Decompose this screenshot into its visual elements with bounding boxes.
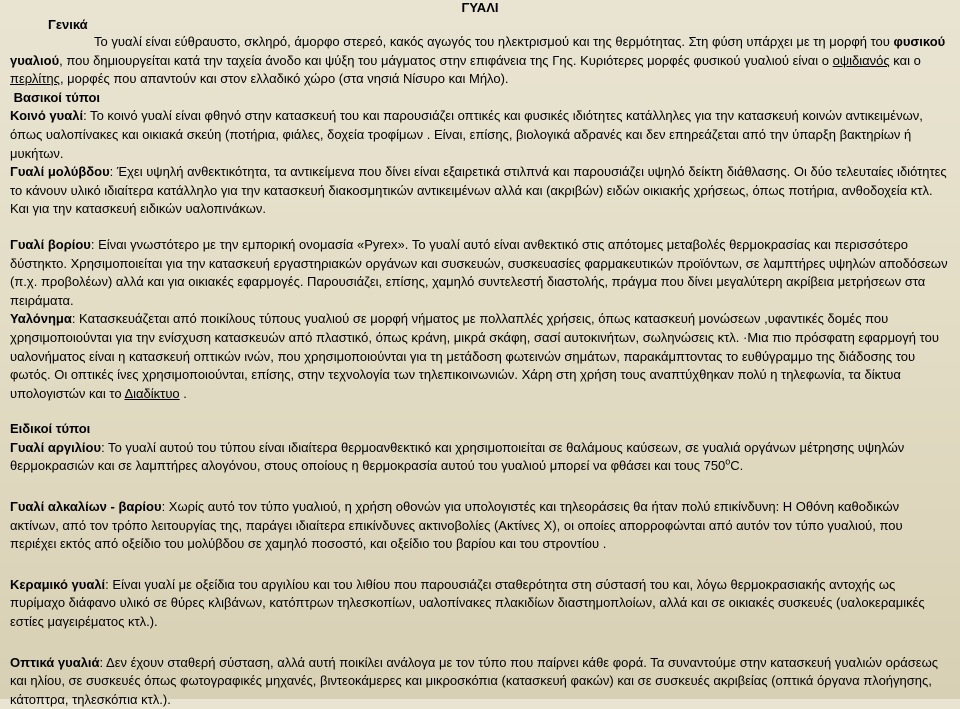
ceramic-glass-paragraph: Κεραμικό γυαλί: Είναι γυαλί με οξείδια του αργιλίου και του λιθίου που παρουσιάζει σταθερότητα στη σύστασή του και, λόγω θερμοκρασιακής αντοχής ως πυρίμαχο διάφανο υλικό σε θύρες κλιβάνων, κατόπτρων τηλεσκοπίων, υαλοπίνακες πλακιδίων διαστημοπλοίων, αλλά και σε οικιακές συσκευές (υαλοκεραμικές εστίες μαγειρέματος κτλ.). (10, 576, 925, 630)
internet-link[interactable]: Διαδίκτυο (124, 385, 180, 401)
boron-glass-paragraph: Γυαλί βορίου: Είναι γνωστότερο με την εμπορική ονομασία «Pyrex». Το γυαλί αυτό είναι ανθεκτικό στις απότομες μεταβολές θερμοκρασίας και περισσότερο δύστηκτο. Χρησιμοποιείται για την κατασκευή εργαστηριακών οργάνων και συσκευών, συσκευασίες φαρμακευτικών προϊόντων, σε λαμπτήρες υψηλών αποδόσεων (π.χ. προβολέων) αλλά και για οικιακές εφαρμογές. Παρουσιάζει, επίσης, χαμηλό συντελεστή διαστολής, πράγμα που δίνει μεγαλύτερη ακρίβεια μετρήσεων στα πειράματα. (10, 236, 948, 308)
ceramic-glass-label: Κεραμικό γυαλί (10, 576, 106, 592)
glass-fiber-paragraph: Υαλόνημα: Κατασκευάζεται από ποικίλους τύπους γυαλιού σε μορφή νήματος με πολλαπλές χρήσεις, όπως κατασκευή μονώσεων ,υφαντικές δομές που χρησιμοποιούνται για την ενίσχυση κατασκευών από πλαστικό, όπως κράνη, μικρά σκάφη, σασί αυτοκινήτων, σωληνώσεις κτλ. ·Μια πιο πρόσφατη εφαρμογή του υαλονήματος είναι η κατασκευή οπτικών ινών, που χρησιμοποιούνται για τη μετάδοση φωτεινών σημάτων, παρακάμπτοντας το ευθύγραμμο της διάδοσης του φωτός. Οι οπτικές ίνες χρησιμοποιούνται, επίσης, στην τεχνολογία των τηλεπικοινωνιών. Χάρη στη χρήση τους αναπτύχθηκαν πολύ η τηλεφωνία, τα δίκτυα υπολογιστών και το Διαδίκτυο . (10, 311, 939, 401)
document-title: ΓΥΑΛΙ (461, 0, 499, 15)
common-glass-paragraph: Κοινό γυαλί: Το κοινό γυαλί είναι φθηνό στην κατασκευή του και παρουσιάζει οπτικές και φυσικές ιδιότητες κατάλληλες για την κατασκευή κοινών αντικειμένων, όπως υαλοπίνακες και οικιακά σκεύη (ποτήρια, φιάλες, δοχεία τροφίμων . Είναι, επίσης, βιολογικά αδρανές και δεν επηρεάζεται από την ύπαρξη βακτηρίων ή μυκήτων. (10, 108, 923, 161)
general-paragraph: Το γυαλί είναι εύθραυστο, σκληρό, άμορφο στερεό, κακός αγωγός του ηλεκτρισμού και της θερμότητας. Στη φύση υπάρχει με τη μορφή του φυσικού γυαλιού, που δημιουργείται κατά την ταχεία άνοδο και ψύξη του μάγματος στην επιφάνεια της Γης. Κυριότερες μορφές φυσικού γυαλιού είναι ο οψιδιανός και ο περλίτης, μορφές που απαντούν και στον ελλαδικό χώρο (στα νησιά Νίσυρο και Μήλο). (10, 34, 946, 87)
lead-glass-label: Γυαλί μολύβδου (10, 164, 110, 180)
lead-glass-paragraph: Γυαλί μολύβδου: Έχει υψηλή ανθεκτικότητα, τα αντικείμενα που δίνει είναι εξαιρετικά στιλπνά και παρουσιάζει υψηλό δείκτη διάθλασης. Οι δύο τελευταίες ιδιότητες το κάνουν υλικό ιδιαίτερα κατάλληλο για την κατασκευή διακοσμητικών αντικειμένων αλλά και (ακριβών) ειδών οικιακής χρήσεως, όπως ποτήρια, ανθοδοχεία κτλ. Και για την κατασκευή ειδικών υαλοπινάκων. (10, 164, 947, 217)
obsidian-link[interactable]: οψιδιανός (832, 52, 890, 68)
special-types-heading: Ειδικοί τύποι (10, 421, 91, 437)
perlite-link[interactable]: περλίτης (10, 71, 60, 87)
basic-types-heading: Βασικοί τύποι (13, 89, 101, 105)
boron-glass-label: Γυαλί βορίου (10, 236, 91, 252)
optical-glass-label: Οπτικά γυαλιά (10, 654, 100, 670)
aluminum-glass-paragraph: Γυαλί αργιλίου: Το γυαλί αυτού του τύπου είναι ιδιαίτερα θερμοανθεκτικό και χρησιμοποιείται σε θαλάμους καύσεων, σε γυαλιά οργάνων μέτρησης υψηλών θερμοκρασιών και σε λαμπτήρες αλογόνου, στους οποίους η θερμοκρασία αυτού του γυαλιού μπορεί να φθάσει και τους $750^oC$. (10, 439, 905, 474)
alkali-barium-paragraph: Γυαλί αλκαλίων - βαρίου: Χωρίς αυτό τον τύπο γυαλιού, η χρήση οθονών για υπολογιστές και τηλεοράσεις θα ήταν πολύ επικίνδυνη: Η Οθόνη καθοδικών ακτίνων, από τον τρόπο λειτουργίας της, παράγει ιδιαίτερα επικίνδυνες ακτινοβολίες (Ακτίνες Χ), οι οποίες απορροφώνται από αυτόν τον τύπο γυαλιού, που περιέχει εκτός από οξείδιο του μολύβδου σε χαμηλό ποσοστό, και οξείδιο του βαρίου και του στροντίου . (10, 499, 903, 552)
glass-fiber-label: Υαλόνημα (10, 311, 72, 327)
aluminum-glass-label: Γυαλί αργιλίου (10, 439, 102, 455)
alkali-barium-label: Γυαλί αλκαλίων - βαρίου (10, 499, 162, 515)
optical-glass-paragraph: Οπτικά γυαλιά: Δεν έχουν σταθερή σύσταση, αλλά αυτή ποικίλει ανάλογα με τον τύπο που παίρνει κάθε φορά. Τα συναντούμε στην κατασκευή γυαλιών οράσεως και ηλίου, σε συσκευές όπως φωτογραφικές μηχανές, βιντεοκάμερες και μικροσκόπια (κατασκευή φακών) και σε συσκευές ακριβείας (οπτικά όργανα πλοήγησης, κάτοπτρα, τηλεσκόπια κτλ.). (10, 654, 938, 707)
general-heading: Γενικά (48, 17, 88, 32)
common-glass-label: Κοινό γυαλί (10, 108, 84, 124)
natural-glass-term: φυσικού γυαλιού (10, 34, 946, 68)
